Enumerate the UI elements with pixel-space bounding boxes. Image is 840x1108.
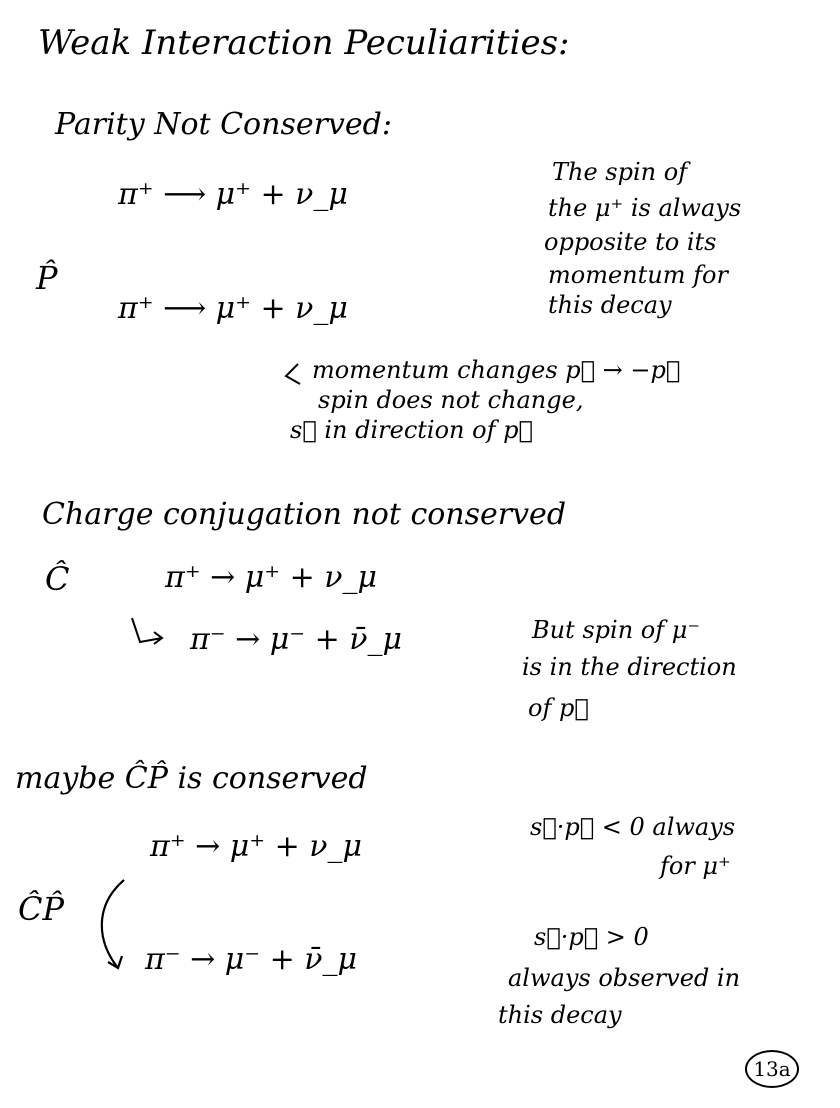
cp-note1-line-1: s⃗·p⃗ < 0 always [530, 813, 736, 841]
charge-note-line-2: is in the direction [522, 653, 737, 681]
cp-heading: maybe ĈP̂ is conserved [15, 761, 368, 796]
charge-note-line-1: But spin of μ⁻ [532, 616, 701, 644]
page-title: Weak Interaction Peculiarities: [38, 23, 570, 63]
parity-note-line-3: opposite to its [544, 228, 717, 256]
cp-reaction-1: π⁺ → μ⁺ + ν_μ [150, 829, 363, 864]
charge-hook-arrow-icon [132, 618, 162, 644]
parity-note-line-5: this decay [548, 291, 672, 319]
cp-reaction-2: π⁻ → μ⁻ + ν̄_μ [145, 942, 358, 977]
parity-reaction-1: π⁺ ⟶ μ⁺ + ν_μ [118, 177, 348, 212]
arrow-note-line-3: s⃗ in direction of p⃗ [290, 416, 533, 444]
parity-reaction-2: π⁺ ⟶ μ⁺ + ν_μ [118, 291, 348, 326]
parity-note-line-2: the μ⁺ is always [548, 194, 742, 222]
parity-note-line-4: momentum for [548, 261, 728, 289]
cp-note2-line-3: this decay [498, 1001, 622, 1029]
arrow-note-line-1: momentum changes p⃗ → −p⃗ [312, 356, 681, 384]
arrow-note-pointer-icon [286, 364, 300, 384]
cp-note2-line-1: s⃗·p⃗ > 0 [534, 923, 649, 951]
cp-operator: ĈP̂ [18, 890, 65, 928]
cp-note2-line-2: always observed in [508, 964, 741, 992]
charge-reaction-2: π⁻ → μ⁻ + ν̄_μ [190, 622, 403, 657]
parity-operator: P̂ [36, 259, 58, 297]
charge-reaction-1: π⁺ → μ⁺ + ν_μ [165, 560, 378, 595]
charge-heading: Charge conjugation not conserved [42, 497, 567, 532]
arrow-note-line-2: spin does not change, [318, 386, 584, 414]
cp-note1-line-2: for μ⁺ [660, 852, 731, 880]
charge-note-line-3: of p⃗ [528, 694, 589, 722]
parity-note-line-1: The spin of [552, 158, 688, 186]
page-number: 13a [745, 1050, 799, 1088]
parity-heading: Parity Not Conserved: [55, 107, 392, 142]
charge-operator: Ĉ [45, 560, 70, 598]
cp-curved-arrow-icon [102, 880, 124, 968]
